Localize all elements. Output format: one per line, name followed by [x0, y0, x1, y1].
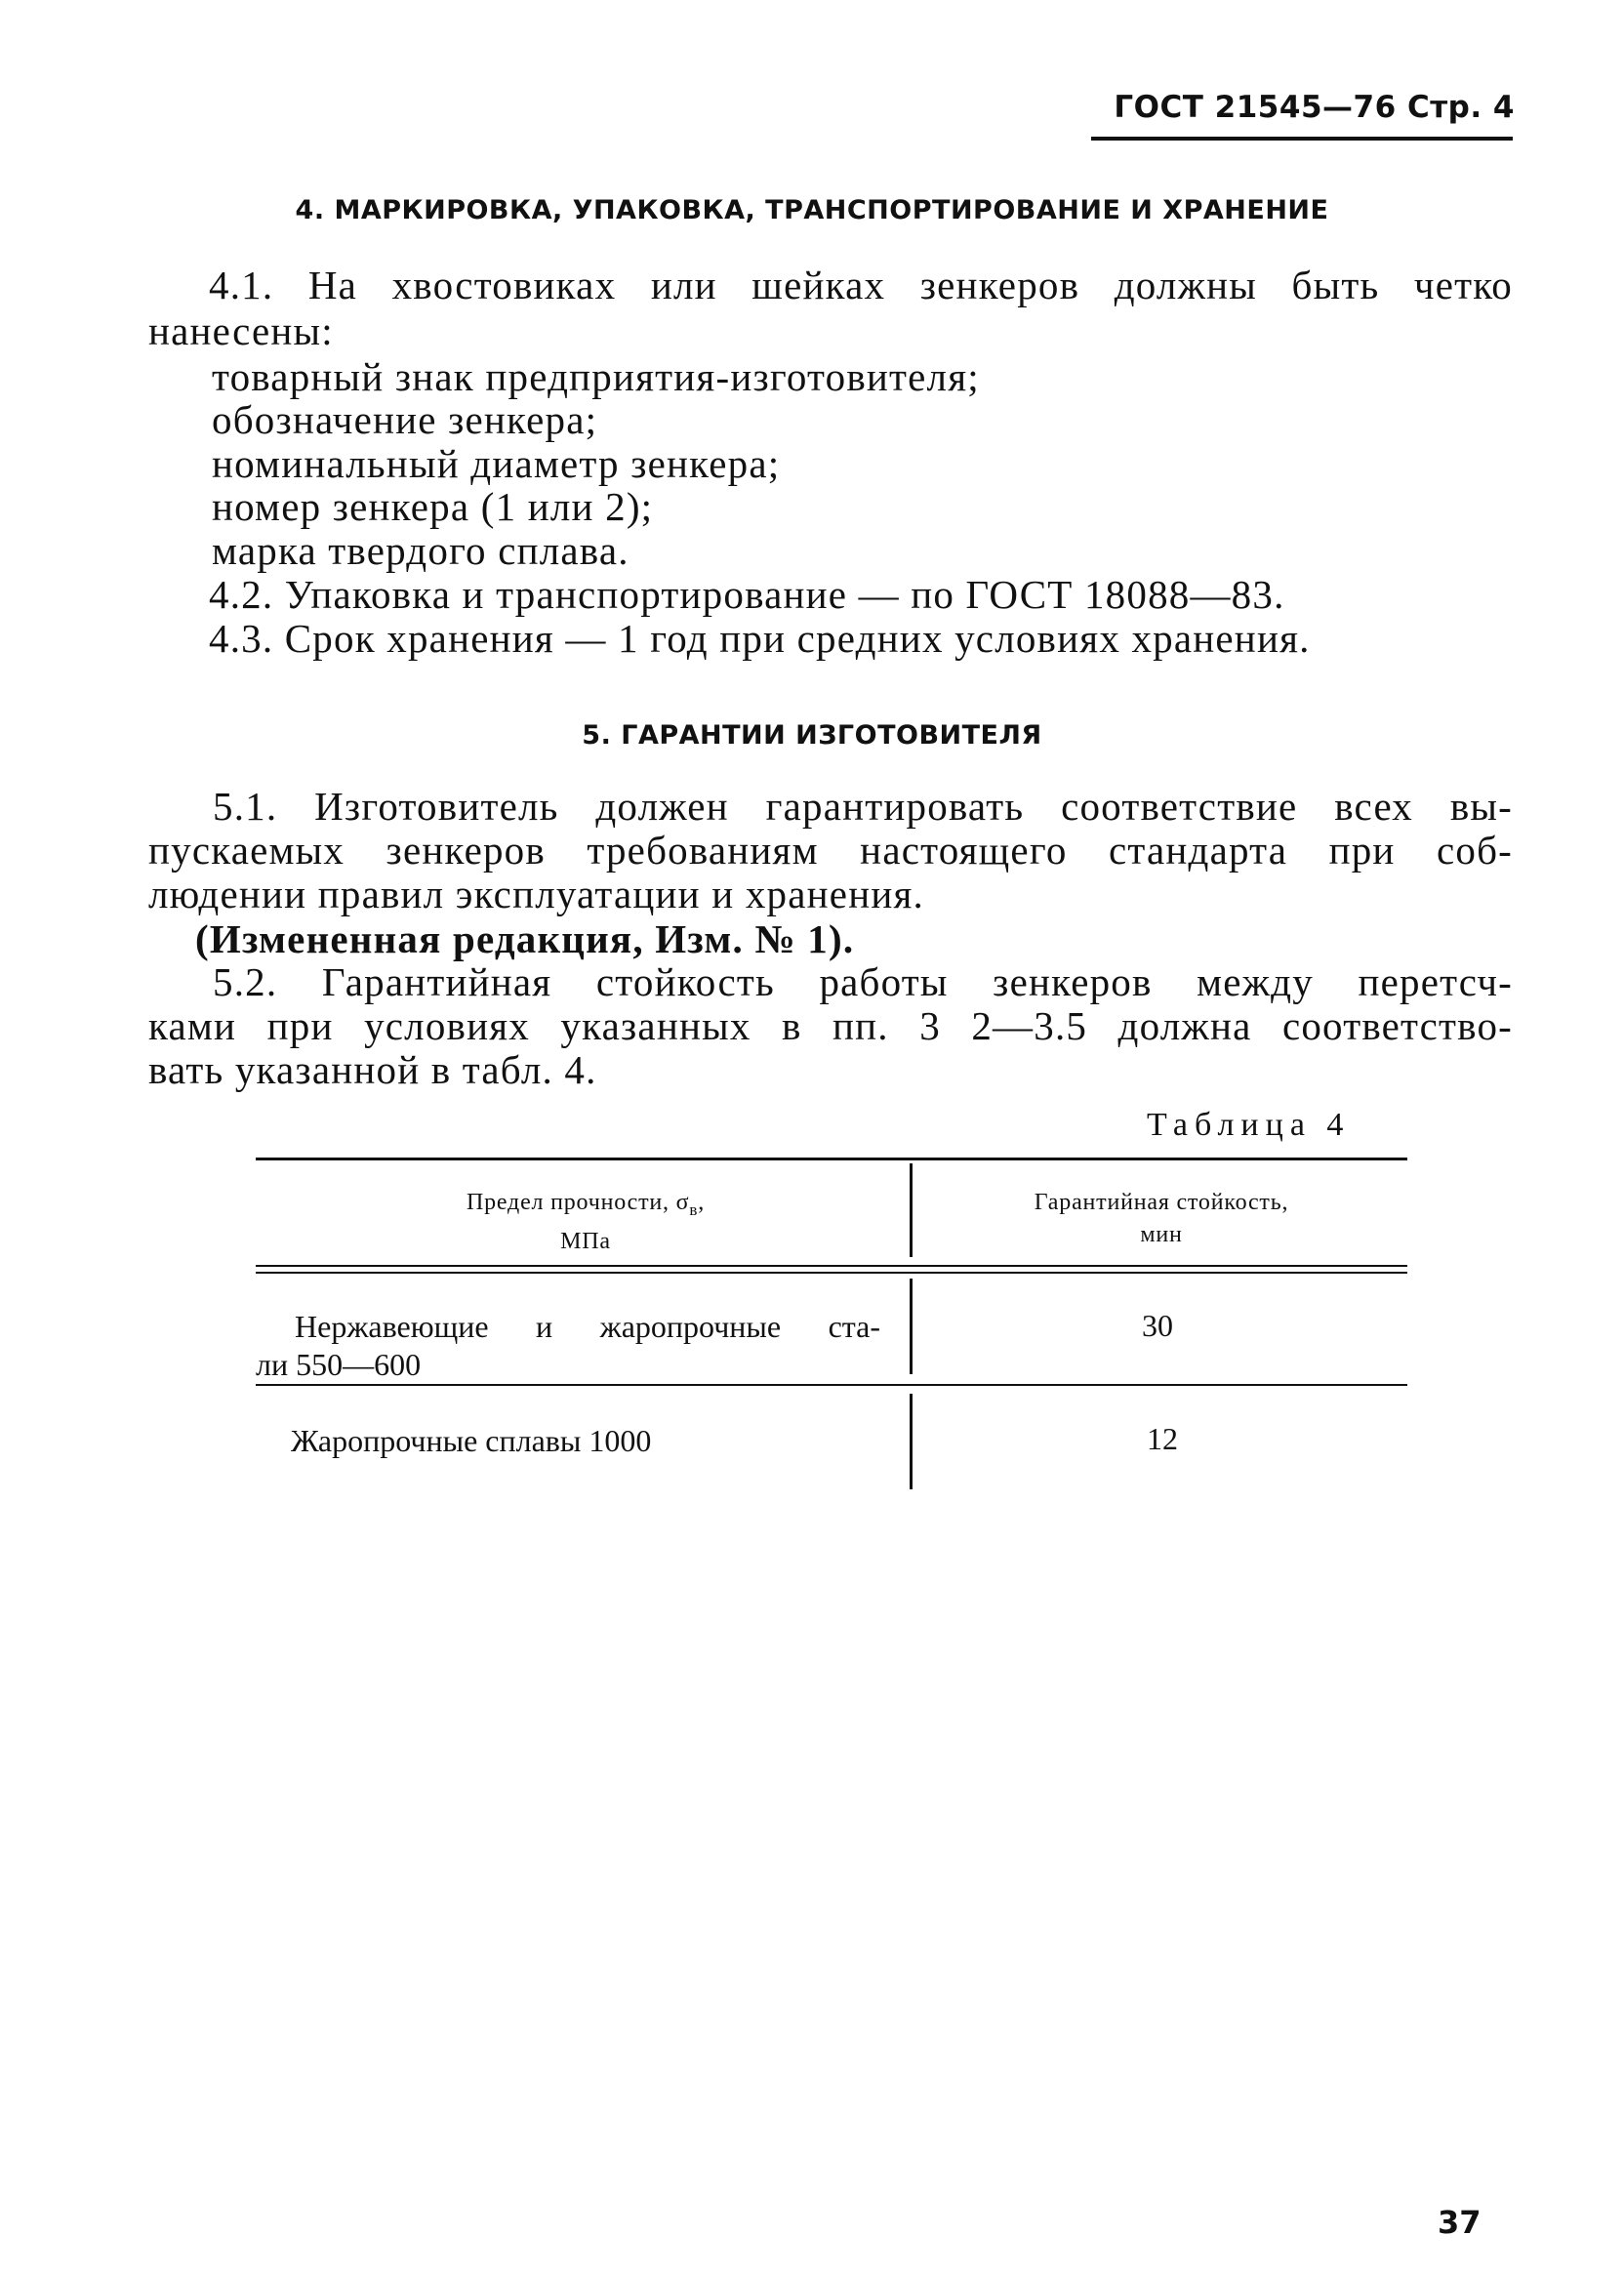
table-header-durability — [937, 1187, 1386, 1251]
paragraph-5-2-line-3: вать указанной в табл. 4. — [148, 1047, 597, 1092]
amendment-note: (Измененная редакция, Изм. № 1). — [195, 916, 855, 961]
table-header-rule-lower — [256, 1272, 1407, 1274]
table-row-1-value: 30 — [1142, 1308, 1173, 1343]
table-row-rule — [256, 1384, 1407, 1386]
table-header-durability-label: Гарантийная стойкость, — [1034, 1190, 1289, 1215]
paragraph-4-1-line-2: нанесены: — [148, 308, 334, 353]
table-header-strength — [312, 1187, 859, 1258]
table-row-1-material-line-2: ли 550—600 — [256, 1347, 422, 1382]
table-row-2-divider — [910, 1394, 913, 1489]
table-title: Таблица 4 — [1147, 1107, 1351, 1143]
page-number: 37 — [1438, 2204, 1482, 2241]
page-header: ГОСТ 21545—76 Стр. 4 — [1114, 90, 1515, 125]
section-4-heading: 4. МАРКИРОВКА, УПАКОВКА, ТРАНСПОРТИРОВАНИЕ И ХРАНЕНИЕ — [295, 195, 1329, 225]
list-item-marking-5: марка твердого сплава. — [212, 528, 629, 573]
paragraph-5-1-line-2: пускаемых зенкеров требованиям настоящего стандарта при соб- — [148, 828, 1513, 873]
paragraph-5-1-line-1: 5.1. Изготовитель должен гарантировать соответствие всех вы- — [213, 784, 1513, 829]
table-row-2-value: 12 — [1147, 1421, 1178, 1456]
table-header-strength-unit: МПа — [560, 1228, 611, 1254]
list-item-marking-3: номинальный диаметр зенкера; — [212, 441, 781, 486]
table-top-rule — [256, 1158, 1407, 1160]
section-5-heading: 5. ГАРАНТИИ ИЗГОТОВИТЕЛЯ — [582, 720, 1042, 751]
table-header-strength-subscript: в — [689, 1199, 699, 1219]
table-header-strength-comma: , — [698, 1190, 705, 1215]
paragraph-5-2-line-2: ками при условиях указанных в пп. 3 2—3.5 должна соответство- — [148, 1003, 1513, 1048]
paragraph-4-2: 4.2. Упаковка и транспортирование — по ГОСТ 18088—83. — [209, 572, 1285, 617]
table-header-divider — [910, 1163, 913, 1257]
table-row-1-divider — [910, 1279, 913, 1374]
table-header-strength-label: Предел прочности, σ — [466, 1190, 690, 1215]
paragraph-4-1-line-1: 4.1. На хвостовиках или шейках зенкеров должны быть четко — [209, 263, 1513, 307]
table-row-2-material: Жаропрочные сплавы 1000 — [291, 1423, 652, 1458]
header-rule — [1091, 137, 1513, 141]
list-item-marking-4: номер зенкера (1 или 2); — [212, 484, 654, 529]
paragraph-5-1-line-3: людении правил эксплуатации и хранения. — [148, 872, 924, 916]
paragraph-4-3: 4.3. Срок хранения — 1 год при средних условиях хранения. — [209, 616, 1311, 661]
table-header-rule-upper — [256, 1265, 1407, 1267]
list-item-marking-2: обозначение зенкера; — [212, 397, 598, 442]
paragraph-5-2-line-1: 5.2. Гарантийная стойкость работы зенкеров между перетсч- — [213, 959, 1513, 1004]
list-item-marking-1: товарный знак предприятия-изготовителя; — [212, 354, 980, 399]
table-row-1-material-line-1: Нержавеющие и жаропрочные ста- — [295, 1309, 880, 1344]
table-header-durability-unit: мин — [1140, 1222, 1183, 1247]
